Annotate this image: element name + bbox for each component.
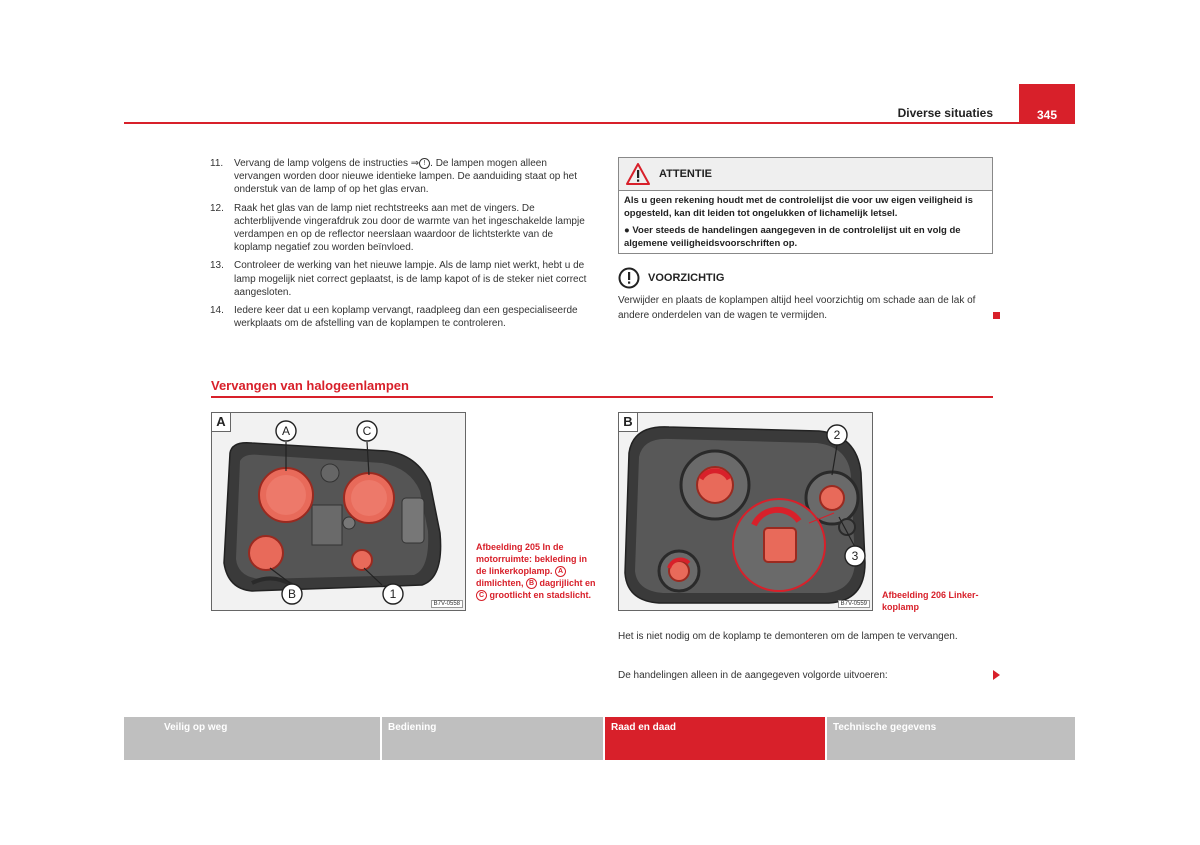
headlamp-illustration-a (212, 413, 465, 610)
step-number: 13. (210, 260, 224, 272)
footer-tab-raad-en-daad[interactable]: Raad en daad (605, 717, 825, 760)
step-number: 12. (210, 202, 224, 214)
warning-triangle-icon (625, 162, 651, 186)
footer-tab-bediening[interactable]: Bediening (382, 717, 603, 760)
caption-letter-a: A (555, 566, 566, 577)
callout-a: A (281, 424, 290, 438)
step-item (210, 259, 590, 299)
step-number: 14. (210, 305, 224, 317)
caution-ref-icon: ! (419, 158, 430, 169)
chapter-title: Diverse situaties (897, 106, 993, 120)
caption-letter-c: C (476, 590, 487, 601)
callout-1: 1 (389, 587, 397, 601)
warning-box (618, 157, 993, 254)
callout-c: C (362, 424, 372, 438)
figure-b-headlamp-bulbs (618, 412, 873, 611)
callout-2: 2 (833, 428, 841, 442)
step-text: Controleer de werking van het nieuwe lampje. Als de lamp niet werkt, hebt u de lamp mogelijk niet correct geplaatst, is de lamp kapot of is de steker niet correct aangesloten. (234, 260, 587, 298)
warning-paragraph: Als u geen rekening houdt met de controlelijst die voor uw eigen veiligheid is opgesteld, kan dit leiden tot ongelukken of lichamelijk letsel. (624, 195, 973, 219)
header-rule (124, 122, 1019, 124)
callout-3: 3 (851, 549, 859, 563)
page-number: 345 (1036, 108, 1058, 122)
step-number: 11. (210, 158, 224, 169)
caption-a-prefix: Afbeelding 205 In de motorruimte: bekleding in de linkerkoplamp. (476, 542, 588, 576)
footer-tab-technische-gegevens[interactable]: Technische gegevens (827, 717, 1075, 760)
step-text (234, 157, 590, 197)
instruction-steps (210, 157, 590, 335)
warning-title: ATTENTIE (659, 168, 712, 180)
figure-b-caption: Afbeelding 206 Linker-koplamp (882, 590, 979, 612)
warning-bullet: ● Voer steeds de handelingen aangegeven in de controlelijst uit en volg de algemene veiligheidsvoorschriften op. (624, 225, 961, 249)
step-item (210, 157, 590, 197)
body-paragraph-1: Het is niet nodig om de koplamp te demonteren om de lampen te vervangen. (618, 631, 958, 642)
caution-title: VOORZICHTIG (648, 272, 725, 284)
footer-tab-veilig-op-weg[interactable]: Veilig op weg (124, 717, 380, 760)
caption-b-dagrijlicht: dagrijlicht en (539, 578, 596, 589)
step-text: Iedere keer dat u een koplamp vervangt, raadpleeg dan een gespecialiseerde werkplaats om de afstelling van de koplampen te controleren. (234, 305, 578, 330)
callout-b: B (287, 587, 296, 601)
page-number-box (1019, 84, 1075, 124)
warning-body (619, 191, 992, 257)
end-of-section-marker (993, 312, 1000, 319)
section-title: Vervangen van halogeenlampen (211, 378, 409, 393)
figure-a-caption (476, 541, 596, 601)
warning-header (619, 158, 992, 191)
caution-header (618, 267, 724, 289)
figure-a-code: B7V-0558 (431, 600, 463, 608)
caption-c-grootlicht: grootlicht en stadslicht. (489, 590, 592, 601)
figure-a-headlamp-rear (211, 412, 466, 611)
step-text-before: Vervang de lamp volgens de instructies ⇒ (234, 158, 420, 169)
caption-a-dimlichten: dimlichten, (476, 578, 524, 589)
caption-letter-b: B (526, 578, 537, 589)
section-rule (211, 396, 993, 398)
step-text: Raak het glas van de lamp niet rechtstreeks aan met de vingers. De achterblijvende vingerafdruk zou door de warmte van het ingeschakelde lampje verdampen en op de reflector neerslaan waardoor de lichtsterkte van de koplamp negatief zou worden beïnvloed. (234, 202, 585, 254)
figure-b-label: B (619, 413, 638, 432)
step-item (210, 304, 590, 330)
figure-a-label: A (212, 413, 231, 432)
body-paragraph-2: De handelingen alleen in de aangegeven volgorde uitvoeren: (618, 670, 888, 681)
continue-arrow-icon (993, 670, 1000, 680)
caution-text: Verwijder en plaats de koplampen altijd heel voorzichtig om schade aan de lak of andere onderdelen van de wagen te vermijden. (618, 295, 976, 321)
caution-circle-icon (618, 267, 640, 289)
step-item (210, 202, 590, 255)
step-text-after: . De lampen mogen alleen vervangen worden door nieuwe identieke lampen. De aanduiding staat op het onderstuk van de lamp of op het glas ervan. (234, 158, 578, 196)
figure-b-code: B7V-0559 (838, 600, 870, 608)
warning-bullet-text: Voer steeds de handelingen aangegeven in de controlelijst uit en volg de algemene veiligheidsvoorschriften op. (624, 225, 961, 249)
